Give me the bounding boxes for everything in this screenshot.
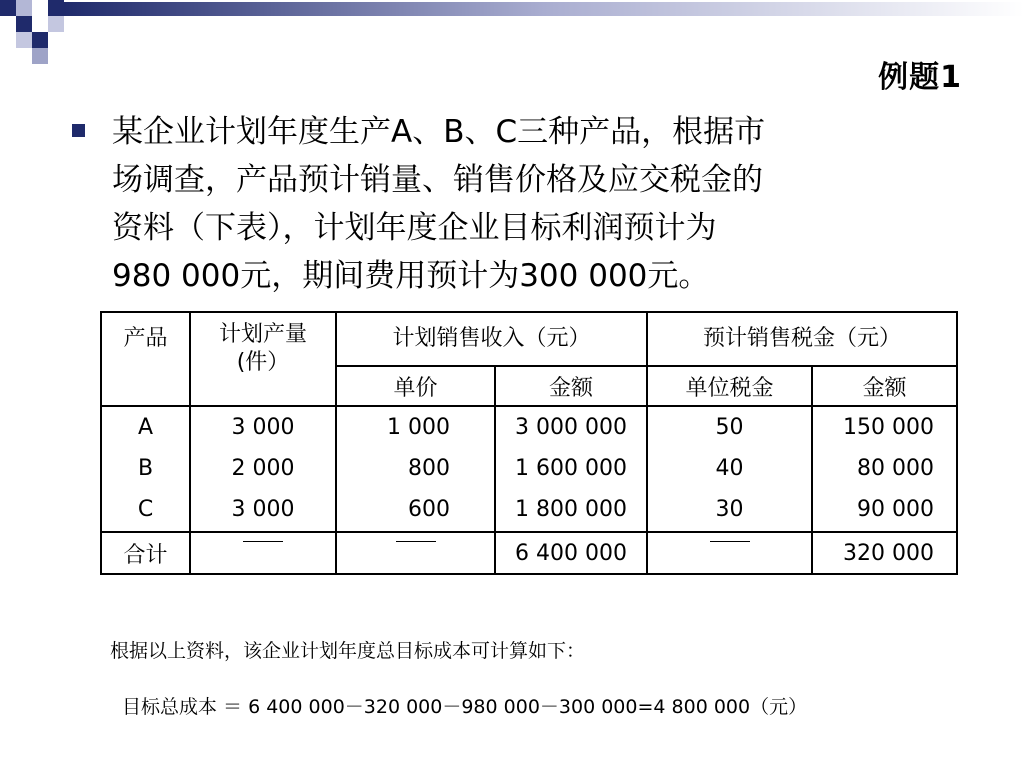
cell-product-b: B [137, 456, 154, 481]
column-tax-amount [812, 406, 957, 532]
cell-tax-b: 80 000 [857, 456, 934, 481]
header-estimated-tax: 预计销售税金（元） [647, 312, 957, 366]
total-output-dash [190, 532, 336, 574]
paragraph-line: 场调查，产品预计销量、销售价格及应交税金的 [112, 162, 763, 198]
decorative-header [0, 0, 1024, 70]
column-output [190, 406, 336, 532]
slide-title: 例题1 [878, 60, 962, 95]
header-unit-price: 单价 [336, 366, 495, 406]
cell-price-b: 800 [408, 456, 450, 481]
cell-revenue-a: 3 000 000 [515, 415, 627, 440]
product-data-table [100, 311, 958, 575]
header-planned-output-line1: 计划产量 [218, 322, 307, 347]
cell-output-a: 3 000 [231, 415, 295, 440]
cell-price-a: 1 000 [387, 415, 450, 440]
cell-revenue-c: 1 800 000 [515, 497, 627, 522]
header-product: 产品 [101, 312, 190, 406]
header-planned-revenue: 计划销售收入（元） [336, 312, 647, 366]
total-revenue: 6 400 000 [495, 532, 647, 574]
total-price-dash [336, 532, 495, 574]
cell-unit-tax-a: 50 [715, 415, 744, 440]
paragraph-line: 资料（下表），计划年度企业目标利润预计为 [112, 210, 717, 246]
column-unit-price [336, 406, 495, 532]
column-unit-tax [647, 406, 812, 532]
column-revenue [495, 406, 647, 532]
cell-tax-a: 150 000 [843, 415, 934, 440]
cell-unit-tax-c: 30 [715, 497, 744, 522]
paragraph-line: 某企业计划年度生产A、B、C三种产品，根据市 [112, 114, 766, 150]
dash-mark [396, 541, 436, 542]
cell-price-c: 600 [408, 497, 450, 522]
paragraph-line: 980 000元，期间费用预计为300 000元。 [112, 258, 710, 294]
decorative-squares-graphic [0, 0, 1024, 70]
calculation-intro: 根据以上资料，该企业计划年度总目标成本可计算如下： [110, 640, 586, 662]
cell-product-c: C [137, 497, 154, 522]
header-unit-tax: 单位税金 [647, 366, 812, 406]
cell-unit-tax-b: 40 [715, 456, 744, 481]
header-tax-amount: 金额 [812, 366, 957, 406]
cell-product-a: A [137, 415, 154, 440]
total-tax: 320 000 [812, 532, 957, 574]
problem-paragraph [112, 108, 962, 300]
cell-output-c: 3 000 [231, 497, 295, 522]
header-planned-output [190, 312, 336, 406]
header-planned-output-line2: (件） [236, 350, 290, 375]
cell-tax-c: 90 000 [857, 497, 934, 522]
column-products [101, 406, 190, 532]
total-label: 合计 [101, 532, 190, 574]
cell-revenue-b: 1 600 000 [515, 456, 627, 481]
bullet-square-icon [72, 124, 85, 137]
total-unit-tax-dash [647, 532, 812, 574]
cell-output-b: 2 000 [231, 456, 295, 481]
calculation-formula: 目标总成本 ＝ 6 400 000－320 000－980 000－300 000=4 800 000（元） [122, 696, 808, 718]
header-amount: 金额 [495, 366, 647, 406]
dash-mark [710, 541, 750, 542]
dash-mark [243, 541, 283, 542]
